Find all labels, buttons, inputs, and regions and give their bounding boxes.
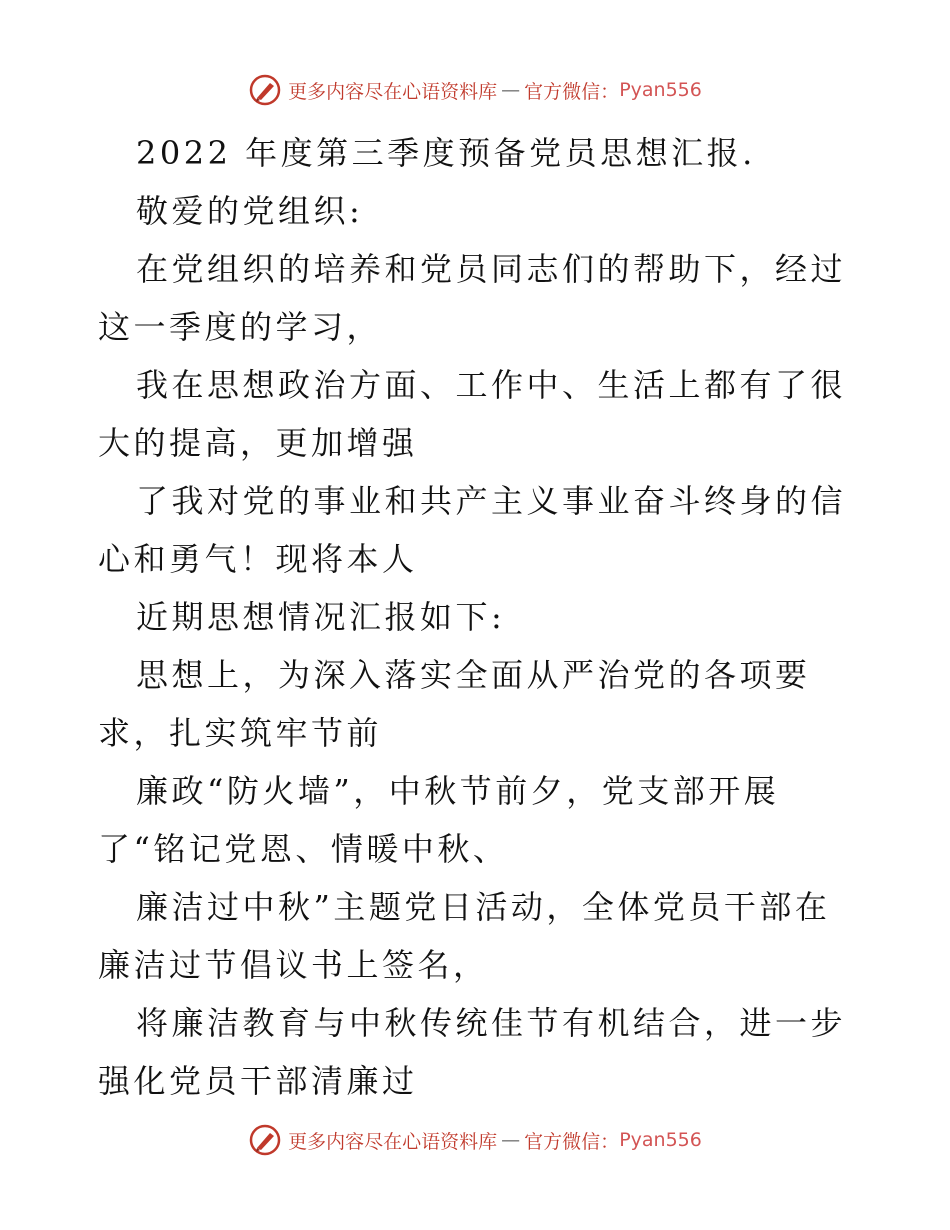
watermark-account: Pyan556 — [619, 79, 702, 101]
pen-logo-icon — [248, 73, 282, 107]
watermark-header — [0, 70, 950, 110]
paragraph: 廉洁过中秋”主题党日活动，全体党员干部在廉洁过节倡议书上签名， — [98, 888, 831, 984]
paragraph: 将廉洁教育与中秋传统佳节有机结合，进一步强化党员干部清廉过 — [98, 1004, 847, 1100]
watermark-text: 更多内容尽在心语资料库 — [288, 80, 498, 103]
pen-logo-icon — [248, 1123, 282, 1157]
watermark-text: 更多内容尽在心语资料库 — [288, 1130, 498, 1153]
watermark-footer — [0, 1120, 950, 1160]
paragraph: 近期思想情况汇报如下: — [136, 598, 506, 636]
paragraph-salutation: 敬爱的党组织: — [136, 192, 364, 230]
paragraph-title: 2022 年度第三季度预备党员思想汇报. — [136, 134, 756, 172]
watermark-account-label: 官方微信： — [524, 80, 620, 103]
watermark-account: Pyan556 — [619, 1129, 702, 1151]
document-body — [98, 124, 858, 1110]
paragraph: 廉政“防火墙”，中秋节前夕，党支部开展了“铭记党恩、情暖中秋、 — [98, 772, 780, 868]
paragraph: 在党组织的培养和党员同志们的帮助下，经过这一季度的学习， — [98, 250, 847, 346]
paragraph: 我在思想政治方面、工作中、生活上都有了很大的提高，更加增强 — [98, 366, 847, 462]
watermark-dash: — — [501, 79, 521, 101]
watermark-dash: — — [501, 1129, 521, 1151]
paragraph: 思想上，为深入落实全面从严治党的各项要求，扎实筑牢节前 — [98, 656, 811, 752]
paragraph: 了我对党的事业和共产主义事业奋斗终身的信心和勇气！现将本人 — [98, 482, 847, 578]
watermark-account-label: 官方微信： — [524, 1130, 620, 1153]
